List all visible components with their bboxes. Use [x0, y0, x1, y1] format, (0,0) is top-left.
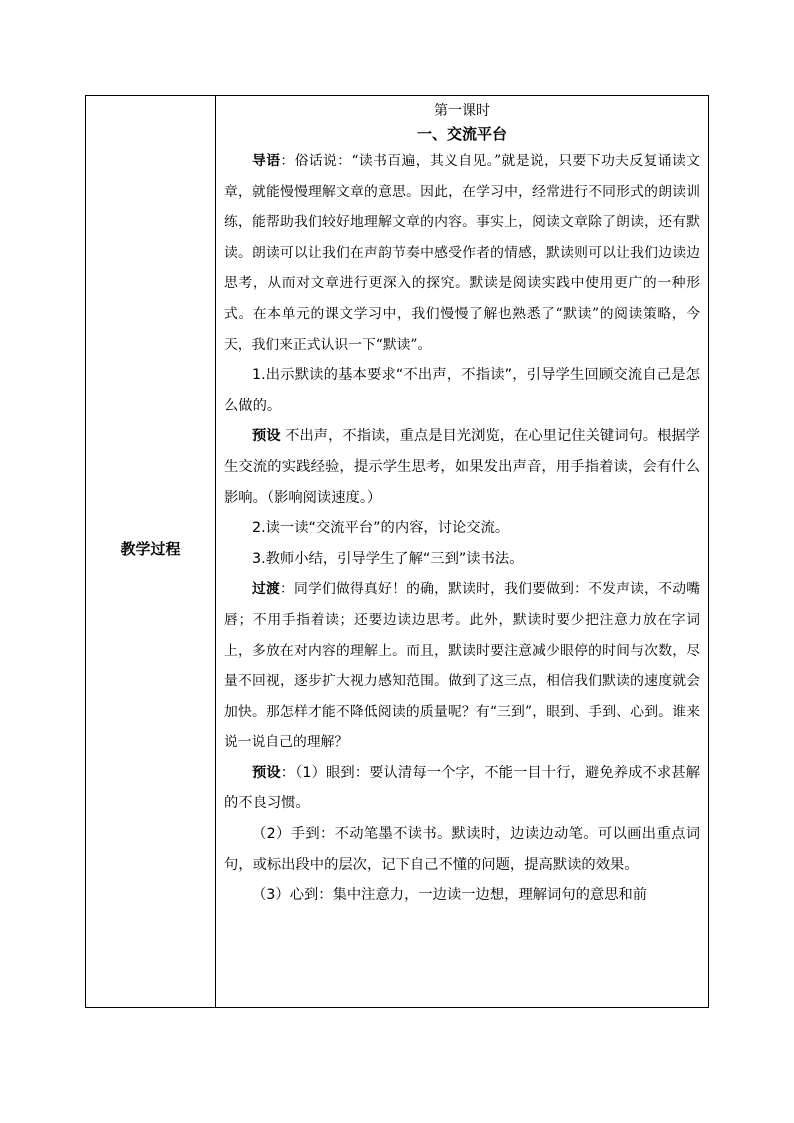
preset-2-text: ：（1）眼到：要认清每一个字，不能一目十行，避免养成不求甚解的不良习惯。: [224, 764, 700, 812]
intro-text: ：俗话说：“读书百遍，其义自见。”就是说，只要下功夫反复诵读文章，就能慢慢理解文章的意思。因此，在学习中，经常进行不同形式的朗读训练，能帮助我们较好地理解文章的内容。事实上，阅读文章除了朗读，还有默读。朗读可以让我们在声韵节奏中感受作者的情感，默读则可以让我们边读边思考，从而对文章进行更深入的探究。默读是阅读实践中使用更广的一种形式。在本单元的课文学习中，我们慢慢了解也熟悉了“默读”的阅读策略，今天，我们来正式认识一下“默读”。: [224, 153, 700, 353]
teaching-process-label: 教学过程: [120, 540, 181, 558]
preset-2-paragraph: [224, 758, 700, 819]
preset-2-label: 预设: [252, 764, 281, 781]
lesson-heading: 第一课时: [434, 103, 490, 119]
section-title: 一、交流平台: [416, 125, 507, 143]
lesson-table: [85, 95, 709, 1008]
label-column: [86, 96, 216, 1007]
transition-paragraph: [224, 574, 700, 758]
preset-1-label: 预设: [252, 428, 281, 445]
step-3: 3.教师小结，引导学生了解“三到”读书法。: [252, 550, 524, 567]
preset-1-paragraph: [224, 421, 700, 513]
point-2: （2）手到：不动笔墨不读书。默读时，边读边动笔。可以画出重点词句，或标出段中的层次，记下自己不懂的问题，提高默读的效果。: [224, 826, 700, 873]
content-column: [216, 96, 708, 1007]
preset-1-text: 不出声，不指读，重点是目光浏览，在心里记住关键词句。根据学生交流的实践经验，提示学生思考，如果发出声音，用手指着读，会有什么影响。（影响阅读速度。）: [224, 428, 701, 506]
step-2: 2.读一读“交流平台”的内容，讨论交流。: [252, 520, 510, 537]
step-1: 1.出示默读的基本要求“不出声，不指读”，引导学生回顾交流自己是怎么做的。: [224, 367, 700, 414]
transition-label: 过渡: [252, 581, 281, 598]
intro-label: 导语: [252, 153, 281, 169]
point-3: （3）心到：集中注意力，一边读一边想，理解词句的意思和前: [252, 887, 648, 904]
transition-text: ：同学们做得真好！的确，默读时，我们要做到：不发声读，不动嘴唇；不用手指着读；还要边读边思考。此外，默读时要少把注意力放在字词上，多放在对内容的理解上。而且，默读时要注意减少眼停的时间与次数，尽量不回视，逐步扩大视力感知范围。做到了这三点，相信我们默读的速度就会加快。那怎样才能不降低阅读的质量呢？有“三到”，眼到、手到、心到。谁来说一说自己的理解？: [224, 581, 701, 751]
intro-paragraph: [224, 146, 700, 360]
